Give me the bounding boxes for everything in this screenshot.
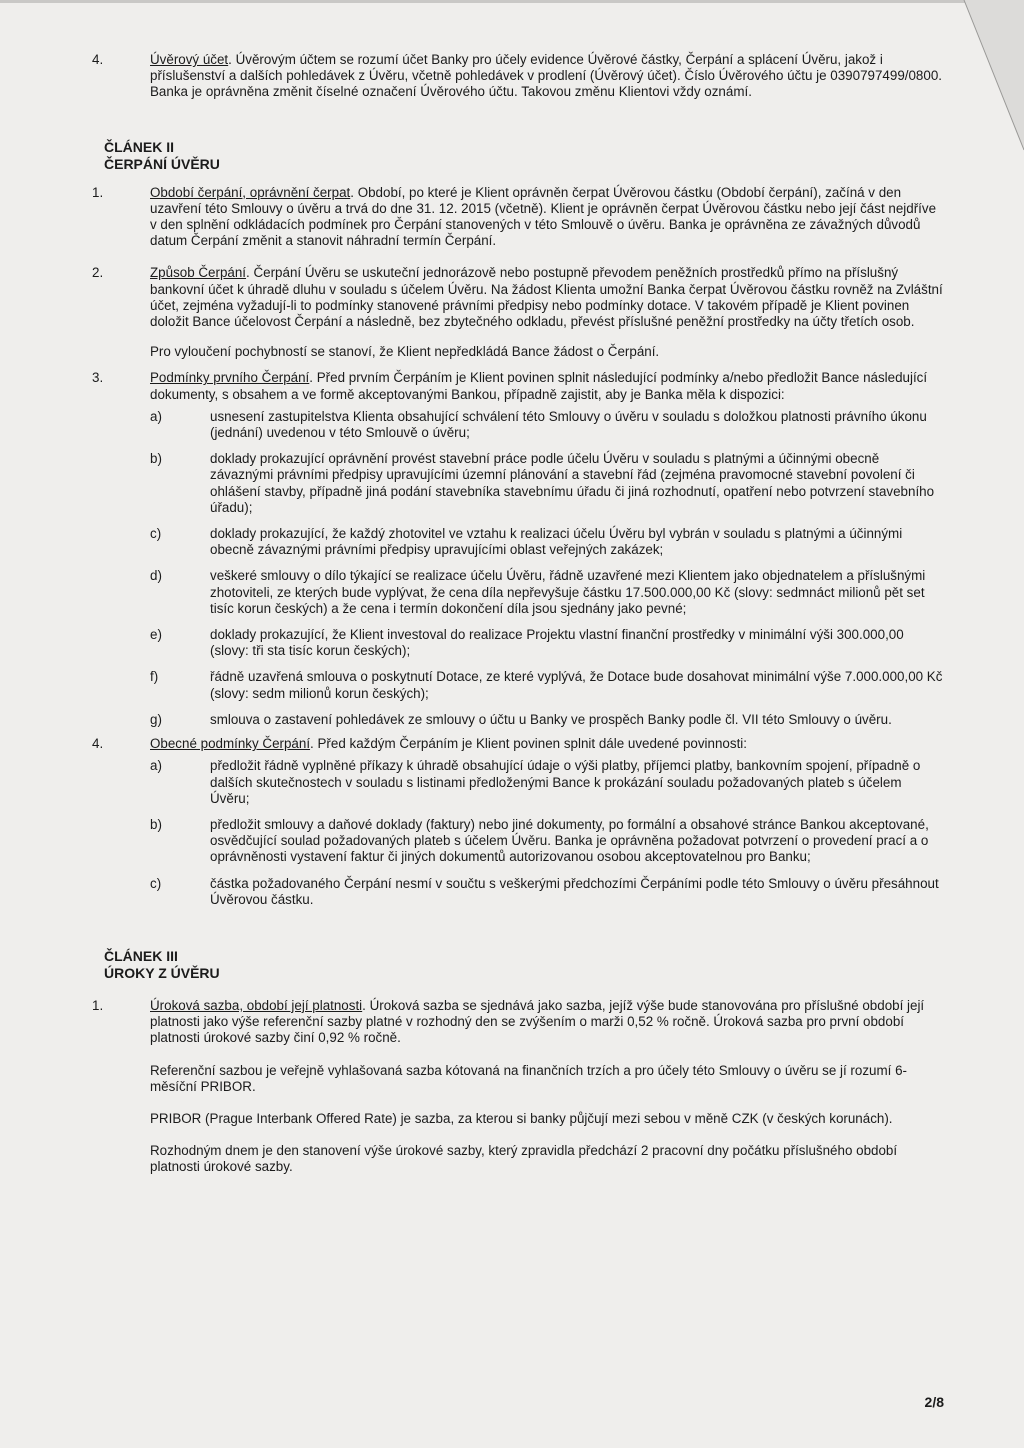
scan-top-edge (0, 0, 1024, 3)
item-number: 2. (92, 265, 104, 281)
item-title: Způsob Čerpání (150, 265, 247, 281)
list-item (92, 526, 944, 558)
list-item (92, 817, 944, 866)
item-text: . Úroková sazba se sjednává jako sazba, jejíž výše bude stanovována pro příslušné období její platnosti jako výše referenční sazby platné v rozhodný den se zvýšením o marži 0,52 % ročně. Úroková sazba pro první období platnosti úrokové sazby činí 0,92 % ročně. (150, 997, 925, 1046)
paragraph: Rozhodným dnem je den stanovení výše úrokové sazby, který zpravidla předchází 2 pracovní dny počátku příslušného období platnosti úrokové sazby. (150, 1143, 898, 1175)
list-item (92, 712, 944, 728)
article-title: ČERPÁNÍ ÚVĚRU (104, 155, 220, 172)
item-title: Období čerpání, oprávnění čerpat (150, 184, 351, 200)
folded-corner-shadow (954, 0, 1024, 160)
list-item-text: smlouva o zastavení pohledávek ze smlouvy o účtu u Banky ve prospěch Banky podle čl. VII této Smlouvy o úvěru. (210, 711, 892, 727)
article2-item-4 (92, 736, 944, 752)
list-item-text: částka požadovaného Čerpání nesmí v součtu s veškerými předchozími Čerpáními podle této Smlouvy o úvěru přesáhnout Úvěrovou částku. (210, 875, 939, 907)
item-extra-paragraph: Pro vyloučení pochybností se stanoví, že Klient nepředkládá Bance žádost o Čerpání. (150, 344, 660, 360)
page-number: 2/8 (924, 1394, 944, 1410)
intro-item (92, 52, 944, 101)
article3-item-1 (92, 998, 944, 1047)
list-item-label: b) (150, 451, 162, 467)
list-item (92, 568, 944, 617)
list-item-label: c) (150, 875, 162, 891)
item-number: 4. (92, 52, 104, 67)
article-title: ÚROKY Z ÚVĚRU (104, 964, 220, 981)
article-heading: ČLÁNEK III (104, 947, 178, 964)
item-title: Podmínky prvního Čerpání (150, 370, 310, 386)
item-number: 1. (92, 184, 104, 200)
paragraph: Referenční sazbou je veřejně vyhlašovaná sazba kótovaná na finančních trzích a pro účely této Smlouvy o úvěru se jí rozumí 6-měsíční PRIBOR. (150, 1062, 907, 1094)
list-item-label: f) (150, 669, 159, 685)
list-item-label: c) (150, 526, 162, 542)
item-number: 3. (92, 370, 104, 386)
list-item (92, 669, 944, 701)
item-text: . Úvěrovým účtem se rozumí účet Banky pro účely evidence Úvěrové částky, Čerpání a splácení Úvěru, jakož i příslušenství a dalších pohledávek z Úvěru, včetně pohledávek v prodlení (Úvěrový účet). Číslo Úvěrového účtu je 0390797499/0800. Banka je oprávněna změnit číselné označení Úvěrového účtu. Takovou změnu Klientovi vždy oznámí. (150, 52, 942, 100)
item-title: Úroková sazba, období její platnosti (150, 997, 363, 1013)
article2-item-1 (92, 185, 944, 250)
article-heading: ČLÁNEK II (104, 138, 174, 155)
list-item-label: g) (150, 711, 162, 727)
item-text: . Před prvním Čerpáním je Klient povinen splnit následující podmínky a/nebo předložit Bance následující dokumenty, s obsahem a ve formě akceptovanými Bankou, případně zajistit, aby je Banka měla k dispozici: (150, 370, 928, 402)
article2-item-3 (92, 370, 944, 402)
list-item-label: b) (150, 816, 162, 832)
list-item-text: doklady prokazující, že Klient investoval do realizace Projektu vlastní finanční prostředky v minimální výši 300.000,00 (slovy: tři sta tisíc korun českých); (210, 627, 904, 659)
list-item-text: předložit řádně vyplněné příkazy k úhradě obsahující údaje o výši platby, příjemci platby, bankovním spojení, případně o dalších skutečnostech v souladu s listinami předloženými Bance k prokázání souladu požadovaných plateb s účelem Úvěru; (210, 758, 921, 806)
item-text: . Čerpání Úvěru se uskuteční jednorázově nebo postupně převodem peněžních prostředků přímo na příslušný bankovní účet k úhradě dluhu v souladu s účelem Úvěru. Na žádost Klienta umožní Banka čerpat Úvěrovou částku rovněž na Zvláštní účet, zejména vyžadují-li to podmínky stanovené právními předpisy nebo podmínky dotace. V takovém případě je Klient povinen doložit Bance účelovost Čerpání a následně, bez zbytečného odkladu, převést příslušné peněžní prostředky na účty třetích osob. (150, 265, 943, 330)
list-item-label: a) (150, 758, 162, 774)
paragraph: PRIBOR (Prague Interbank Offered Rate) je sazba, za kterou si banky půjčují mezi sebou v měně CZK (v českých korunách). (150, 1110, 893, 1126)
item-number: 4. (92, 736, 104, 752)
item-title: Úvěrový účet (150, 52, 229, 67)
item-number: 1. (92, 997, 104, 1013)
list-item (92, 451, 944, 516)
item-text: . Před každým Čerpáním je Klient povinen splnit dále uvedené povinnosti: (310, 736, 747, 752)
list-item-label: d) (150, 568, 162, 584)
list-item (92, 627, 944, 659)
list-item-text: veškeré smlouvy o dílo týkající se realizace účelu Úvěru, řádně uzavřené mezi Klientem jako objednatelem a příslušnými zhotoviteli, ze kterých bude vyplývat, že cena díla nepřevyšuje částku 17.500.000,00 Kč (slovy: sedmnáct milionů pět set tisíc korun českých) a že cena i termín dokončení díla jsou sjednány jako pevné; (210, 568, 926, 616)
list-item (92, 876, 944, 908)
article2-item-2 (92, 265, 944, 330)
list-item (92, 758, 944, 807)
list-item-text: doklady prokazující, že každý zhotovitel ve vztahu k realizaci účelu Úvěru byl vybrán v souladu s platnými a účinnými obecně závaznými právními předpisy upravujícími oblast veřejných zakázek; (210, 526, 903, 558)
list-item-label: e) (150, 627, 162, 643)
item-title: Obecné podmínky Čerpání (150, 736, 311, 752)
list-item-label: a) (150, 408, 162, 424)
list-item (92, 409, 944, 441)
item-text: . Období, po které je Klient oprávněn čerpat Úvěrovou částku (Období čerpání), začíná v den uzavření této Smlouvy o úvěru a trvá do dne 31. 12. 2015 (včetně). Klient je oprávněn čerpat Úvěrovou částku nebo její část nejdříve v den splnění odkládacích podmínek pro Čerpání stanovených v této Smlouvě o úvěru. Banka je oprávněna ze závažných důvodů datum Čerpání změnit a stanovit náhradní termín Čerpání. (150, 184, 937, 249)
list-item-text: předložit smlouvy a daňové doklady (faktury) nebo jiné dokumenty, po formální a obsahové stránce Bankou akceptované, osvědčující soulad požadovaných plateb s účelem Úvěru. Banka je oprávněna požadovat potvrzení o provedení prací a o oprávněnosti vystavení faktur či jiných dokumentů autorizovanou osobou akceptovatelnou pro Banku; (210, 816, 929, 865)
list-item-text: doklady prokazující oprávnění provést stavební práce podle účelu Úvěru v souladu s platnými a účinnými obecně závaznými právními předpisy upravujícími územní plánování a stavební řád (zejména pravomocné stavební povolení či ohlášení stavby, případně jiná podání stavebníka stavebnímu úřadu či jiná rozhodnutí, opatření nebo potvrzení stavebního úřadu); (210, 451, 935, 515)
list-item-text: řádně uzavřená smlouva o poskytnutí Dotace, ze které vyplývá, že Dotace bude dosahovat minimální výše 7.000.000,00 Kč (slovy: sedm milionů korun českých); (210, 669, 943, 701)
list-item-text: usnesení zastupitelstva Klienta obsahující schválení této Smlouvy o úvěru v souladu s doložkou platnosti právního úkonu (jednání) uvedenou v této Smlouvě o úvěru; (210, 408, 927, 441)
